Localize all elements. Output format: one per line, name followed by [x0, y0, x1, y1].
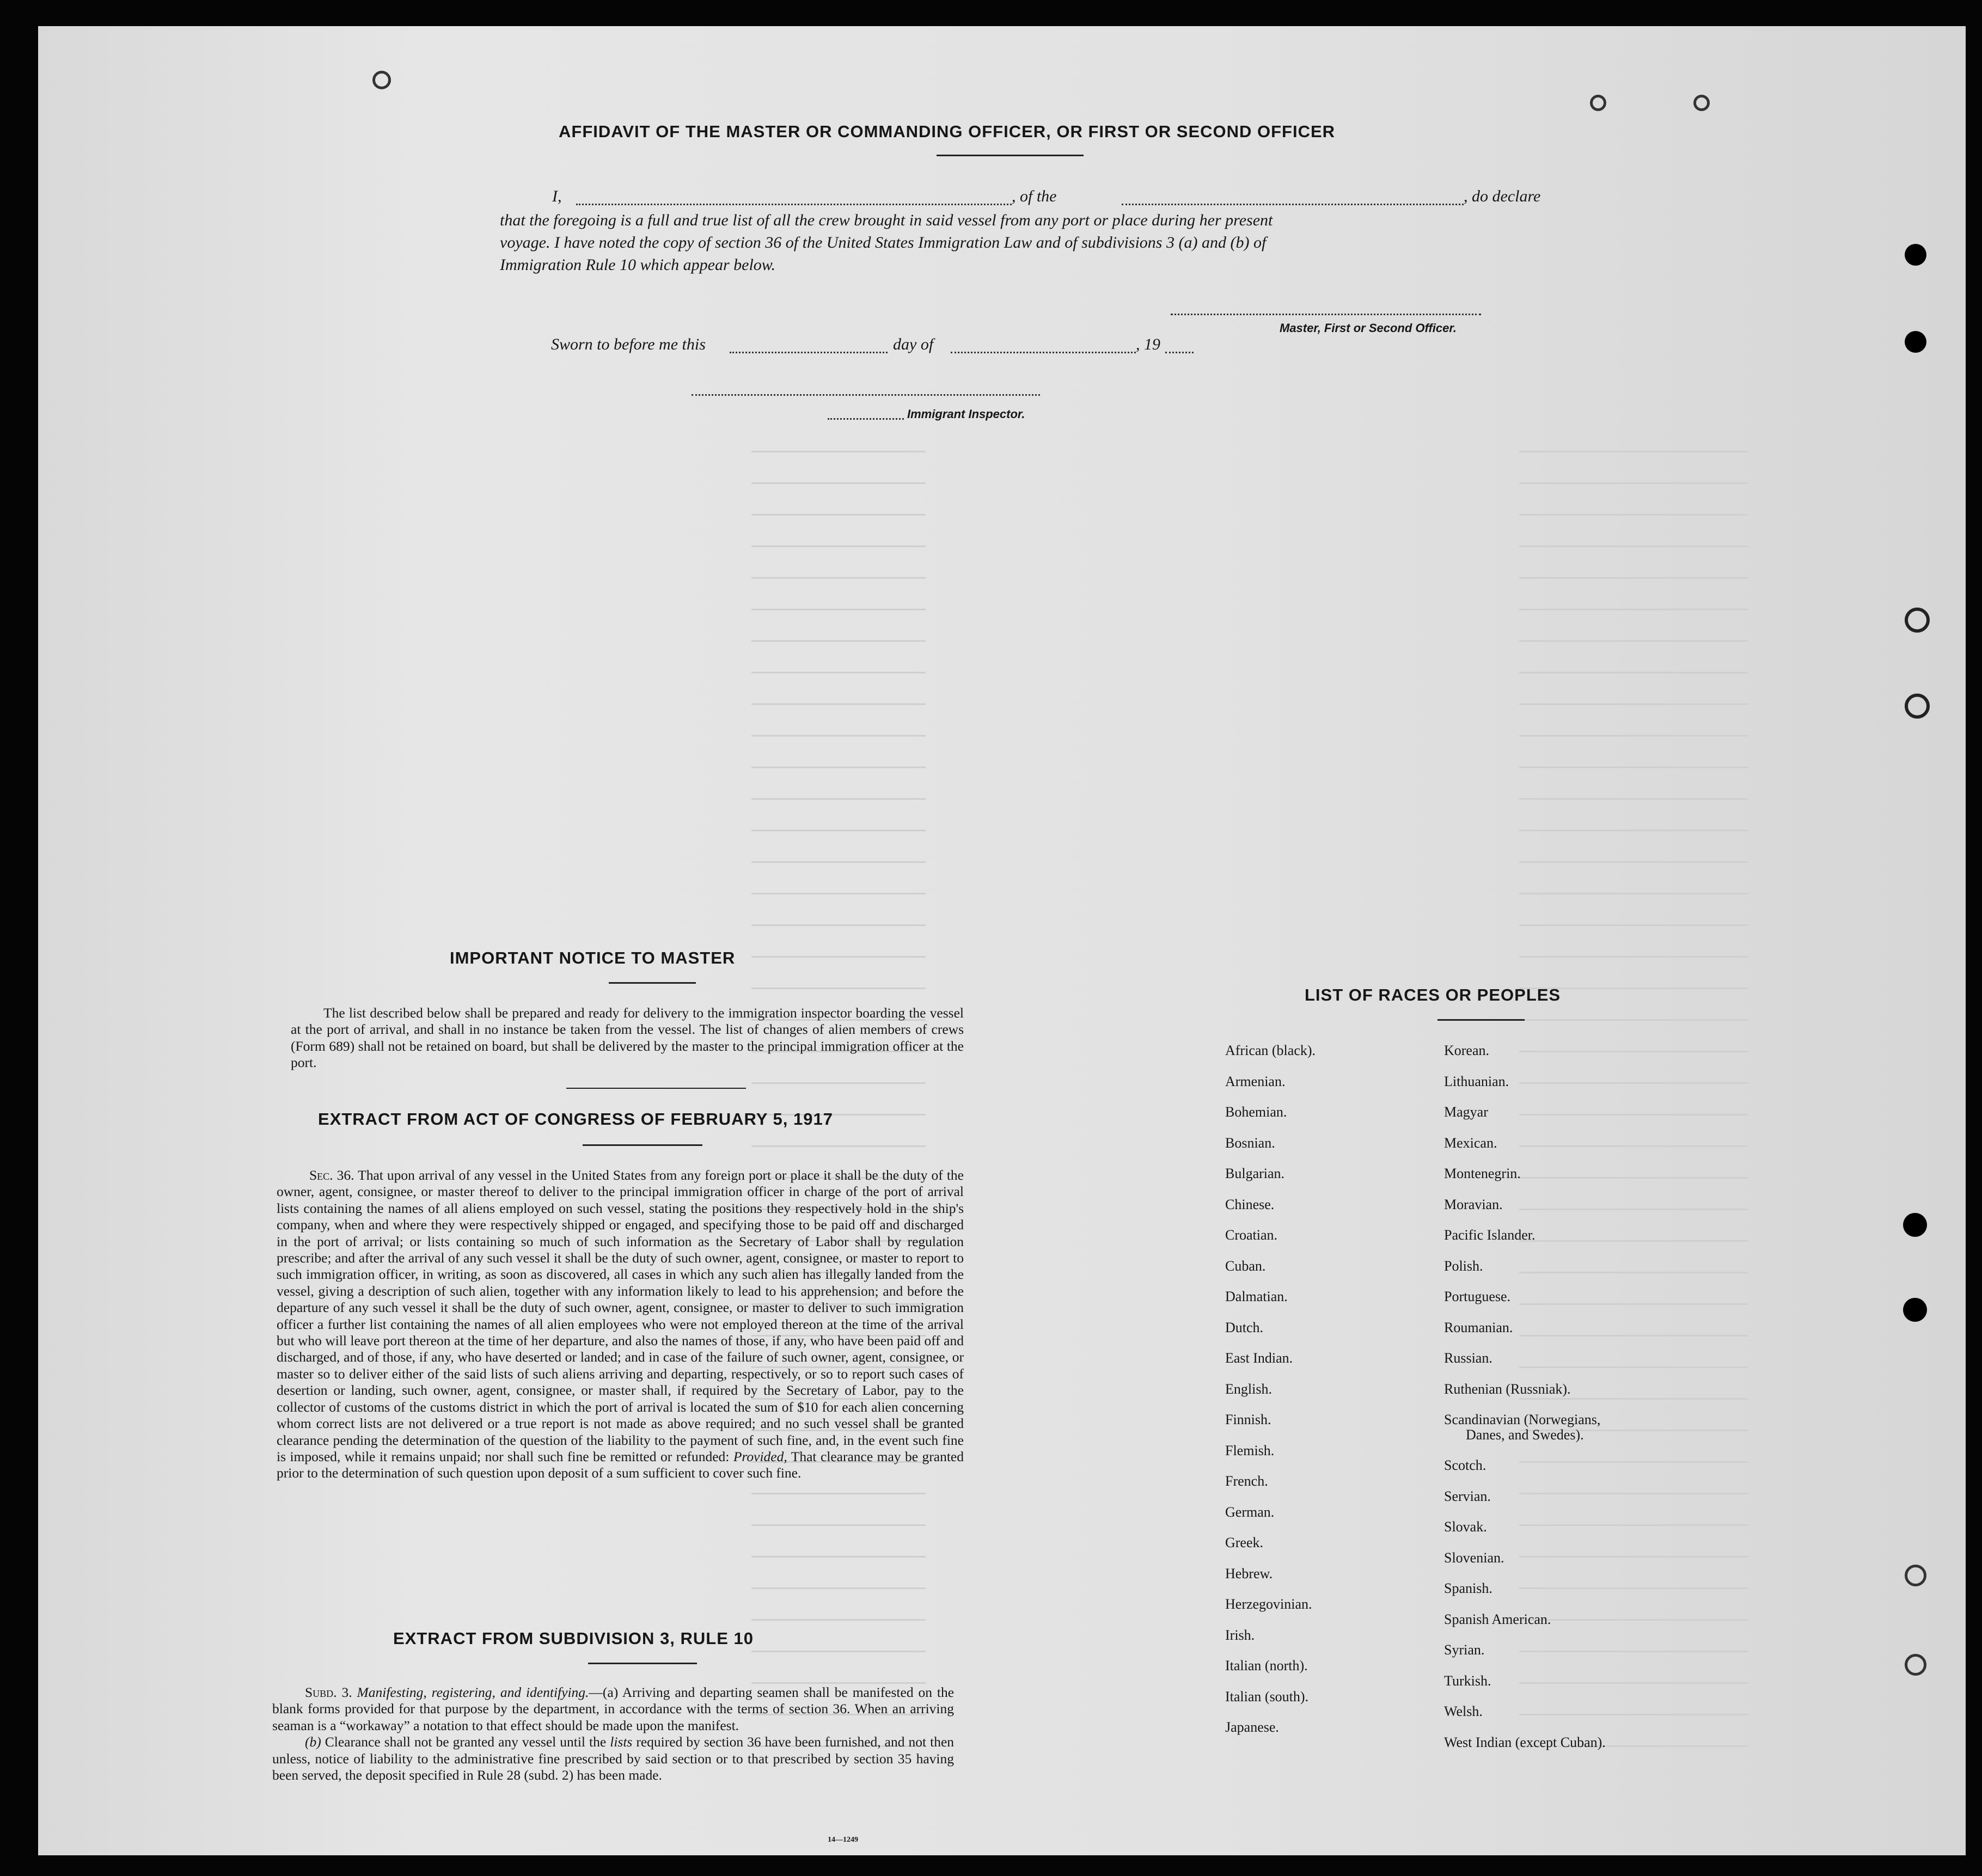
- race-item: Syrian.: [1444, 1642, 1485, 1658]
- race-item: Ruthenian (Russniak).: [1444, 1381, 1571, 1397]
- document-page: [38, 26, 1966, 1855]
- race-item: Croatian.: [1225, 1227, 1278, 1243]
- notice-divider: [566, 1088, 746, 1089]
- inspector-signature-field[interactable]: [692, 394, 1040, 396]
- affidavit-declare: , do declare: [1464, 187, 1541, 205]
- notice-text: [291, 1005, 964, 1071]
- races-title: LIST OF RACES OR PEOPLES: [1305, 985, 1561, 1004]
- race-item: Mexican.: [1444, 1135, 1497, 1151]
- race-item: Italian (north).: [1225, 1658, 1308, 1673]
- race-item: Scandinavian (Norwegians,: [1444, 1412, 1601, 1427]
- race-item: Scotch.: [1444, 1457, 1486, 1473]
- rule-paragraph-b: [272, 1734, 954, 1783]
- race-item: Portuguese.: [1444, 1289, 1511, 1304]
- race-item: Turkish.: [1444, 1672, 1491, 1689]
- act-extract-title: EXTRACT FROM ACT OF CONGRESS OF FEBRUARY 5, 1917: [318, 1109, 833, 1129]
- race-item: Korean.: [1444, 1043, 1490, 1058]
- affidavit-line-4: Immigration Rule 10 which appear below.: [500, 256, 776, 274]
- rule-extract-title: EXTRACT FROM SUBDIVISION 3, RULE 10: [393, 1629, 754, 1648]
- race-item: Bosnian.: [1225, 1135, 1275, 1151]
- race-item: Italian (south).: [1225, 1688, 1309, 1705]
- inspector-label: Immigrant Inspector.: [907, 407, 1025, 421]
- race-item: West Indian (except Cuban).: [1444, 1734, 1606, 1750]
- punch-hole-ring: [372, 71, 391, 89]
- notice-title: IMPORTANT NOTICE TO MASTER: [450, 948, 736, 967]
- race-item: English.: [1225, 1381, 1272, 1397]
- race-item: Montenegrin.: [1444, 1166, 1521, 1181]
- race-item: Polish.: [1444, 1258, 1483, 1274]
- race-item: Spanish American.: [1444, 1611, 1551, 1627]
- race-item: Flemish.: [1225, 1442, 1275, 1458]
- race-item: Japanese.: [1225, 1719, 1279, 1735]
- para-a-marker: —(a): [589, 1684, 619, 1700]
- race-item: French.: [1225, 1473, 1268, 1489]
- punch-hole: [1903, 1213, 1927, 1237]
- races-left-column: [1225, 1035, 1316, 1743]
- sworn-day-field[interactable]: [730, 352, 888, 353]
- sworn-year-prefix: , 19: [1136, 335, 1160, 353]
- affidavit-line-1: [512, 187, 1574, 209]
- master-signature-field[interactable]: [1171, 314, 1481, 315]
- race-item: African (black).: [1225, 1043, 1316, 1058]
- race-item: Danes, and Swedes).: [1466, 1427, 1584, 1443]
- subd-heading: Manifesting, registering, and identifying.: [357, 1684, 589, 1700]
- subd-label: Subd. 3.: [305, 1684, 352, 1700]
- punch-hole-ring: [1905, 1565, 1926, 1586]
- race-item: Spanish.: [1444, 1580, 1492, 1596]
- punch-hole-ring: [1905, 608, 1930, 633]
- sworn-day-of: day of: [893, 335, 934, 353]
- races-right-column: [1444, 1035, 1606, 1758]
- race-item: Chinese.: [1225, 1196, 1275, 1212]
- race-item: Slovenian.: [1444, 1549, 1504, 1566]
- affidavit-line-2: that the foregoing is a full and true list of all the crew brought in said vessel from any port or place during her present: [500, 211, 1273, 229]
- race-item: Roumanian.: [1444, 1319, 1513, 1335]
- rule-paragraph-a: [272, 1684, 954, 1734]
- race-item: Slovak.: [1444, 1519, 1487, 1535]
- provided-label: Provided,: [733, 1448, 787, 1464]
- race-item: Welsh.: [1444, 1703, 1483, 1719]
- punch-hole-ring: [1590, 95, 1606, 111]
- affidavit-line-3: voyage. I have noted the copy of section 36 of the United States Immigration Law and of subdivisions 3 (a) and (b) of: [500, 234, 1267, 252]
- sworn-year-field[interactable]: [1165, 352, 1194, 353]
- rule-extract-title-rule: [588, 1663, 697, 1664]
- para-a-text: Arriving and departing seamen shall be manifested on the blank forms provided for that purpose by the department, in accordance with the terms of section 36. When an arriving seaman is a “workaway” a notation to that effect should be made upon the manifest.: [272, 1684, 955, 1733]
- notice-title-rule: [609, 982, 696, 984]
- race-item: Pacific Islander.: [1444, 1227, 1536, 1243]
- inspector-signature-prefix-line: [828, 418, 904, 420]
- race-item: Herzegovinian.: [1225, 1596, 1312, 1612]
- race-item: East Indian.: [1225, 1350, 1293, 1366]
- para-b-marker: (b): [305, 1734, 321, 1750]
- para-b-text-1: Clearance shall not be granted any vessel until the: [325, 1734, 607, 1750]
- race-item: Greek.: [1225, 1535, 1264, 1550]
- affidavit-title-rule: [937, 155, 1084, 156]
- sworn-line: [512, 335, 1274, 357]
- race-item: Finnish.: [1225, 1412, 1271, 1427]
- master-signature-label: Master, First or Second Officer.: [1280, 321, 1457, 335]
- punch-hole-ring: [1693, 95, 1710, 111]
- affidavit-title: AFFIDAVIT OF THE MASTER OR COMMANDING OFFICER, OR FIRST OR SECOND OFFICER: [559, 122, 1336, 141]
- punch-hole: [1903, 1298, 1927, 1322]
- rule-extract-text: [272, 1684, 954, 1783]
- vessel-name-field[interactable]: [1122, 204, 1464, 205]
- race-item: Russian.: [1444, 1350, 1492, 1366]
- para-b-text-2: required by section 36 have been furnished, and not then unless, notice of liability to the administrative fine prescribed by said section or to that prescribed by section 35 having been served, the deposit specified in Rule 28 (subd. 2) has been made.: [272, 1734, 955, 1783]
- affidavit-of-the: , of the: [1012, 187, 1057, 205]
- race-item: Cuban.: [1225, 1258, 1266, 1274]
- punch-hole-ring: [1905, 694, 1930, 719]
- race-item: Moravian.: [1444, 1196, 1503, 1212]
- affidavit-i: I,: [552, 187, 562, 205]
- act-paragraph: [277, 1167, 964, 1482]
- race-item: Bulgarian.: [1225, 1166, 1285, 1181]
- act-extract-title-rule: [583, 1144, 702, 1146]
- sec-text: That upon arrival of any vessel in the United States from any foreign port or place it shall be the duty of the owner, agent, consignee, or master thereof to deliver to the principal immigration officer in charge of the port of arrival lists containing the names of all aliens employed on such vessel, stating the positions they respectively hold in the ship's company, when and where they were respectively shipped or engaged, and specifying those to be paid off and discharged in the port of arrival; or lists containing so much of such information as the Secretary of Labor shall by regulation prescribe; and after the arrival of any such vessel it shall be the duty of such owner, agent, consignee, or master to report to such immigration officer, in writing, as soon as discovered, all cases in which any such alien has illegally landed from the vessel, giving a description of such alien, together with any information likely to lead to his apprehension; and before the departure of any such vessel it shall be the duty of such owner, agent, consignee, or master to deliver to such immigration officer a further list containing the names of all alien employees who were not employed thereon at the time of the arrival but who will leave port thereon at the time of her departure, and also the names of those, if any, who have been paid off and discharged, and of those, if any, who have deserted or landed; and in case of the failure of such owner, agent, consignee, or master so to deliver either of the said lists of such aliens arriving and departing, respectively, or so to report such cases of desertion or landing, such owner, agent, consignee, or master shall, if required by the Secretary of Labor, pay to the collector of customs of the customs district in which the port of arrival is located the sum of $10 for each alien concerning whom correct lists are not delivered or a true report is not made as above required; and no such vessel shall be granted clearance pending the determination of the question of the liability to the payment of such fine, and, in the event such fine is imposed, while it remains unpaid; nor shall such fine be remitted or refunded:: [277, 1167, 964, 1464]
- race-item: Armenian.: [1225, 1073, 1286, 1089]
- race-item: Servian.: [1444, 1488, 1491, 1504]
- sec-label: Sec. 36.: [309, 1167, 354, 1183]
- notice-paragraph: The list described below shall be prepared and ready for delivery to the immigration inspector boarding the vessel at the port of arrival, and shall in no instance be taken from the vessel. The list of changes of alien members of crews (Form 689) shall not be retained on board, but shall be delivered by the master to the principal immigration officer at the port.: [291, 1005, 964, 1071]
- race-item: Hebrew.: [1225, 1565, 1273, 1581]
- race-item: Dutch.: [1225, 1319, 1264, 1335]
- race-item: Bohemian.: [1225, 1104, 1287, 1120]
- provided-text: That clearance may be granted prior to the determination of such question upon deposit of a sum sufficient to cover such fine.: [277, 1448, 964, 1481]
- race-item: German.: [1225, 1504, 1275, 1520]
- punch-hole: [1905, 244, 1926, 266]
- sworn-prefix: Sworn to before me this: [551, 335, 706, 353]
- act-extract-text: [277, 1167, 964, 1482]
- para-b-lists: lists: [610, 1734, 633, 1750]
- punch-hole: [1905, 331, 1926, 353]
- race-item: Dalmatian.: [1225, 1289, 1288, 1304]
- race-item: Magyar: [1444, 1104, 1488, 1120]
- race-item: Irish.: [1225, 1627, 1255, 1643]
- races-title-rule: [1437, 1019, 1525, 1021]
- form-number: 14—1249: [828, 1836, 858, 1844]
- race-item: Lithuanian.: [1444, 1073, 1509, 1089]
- affiant-name-field[interactable]: [576, 204, 1012, 205]
- sworn-month-field[interactable]: [951, 352, 1136, 353]
- punch-hole-ring: [1905, 1654, 1926, 1676]
